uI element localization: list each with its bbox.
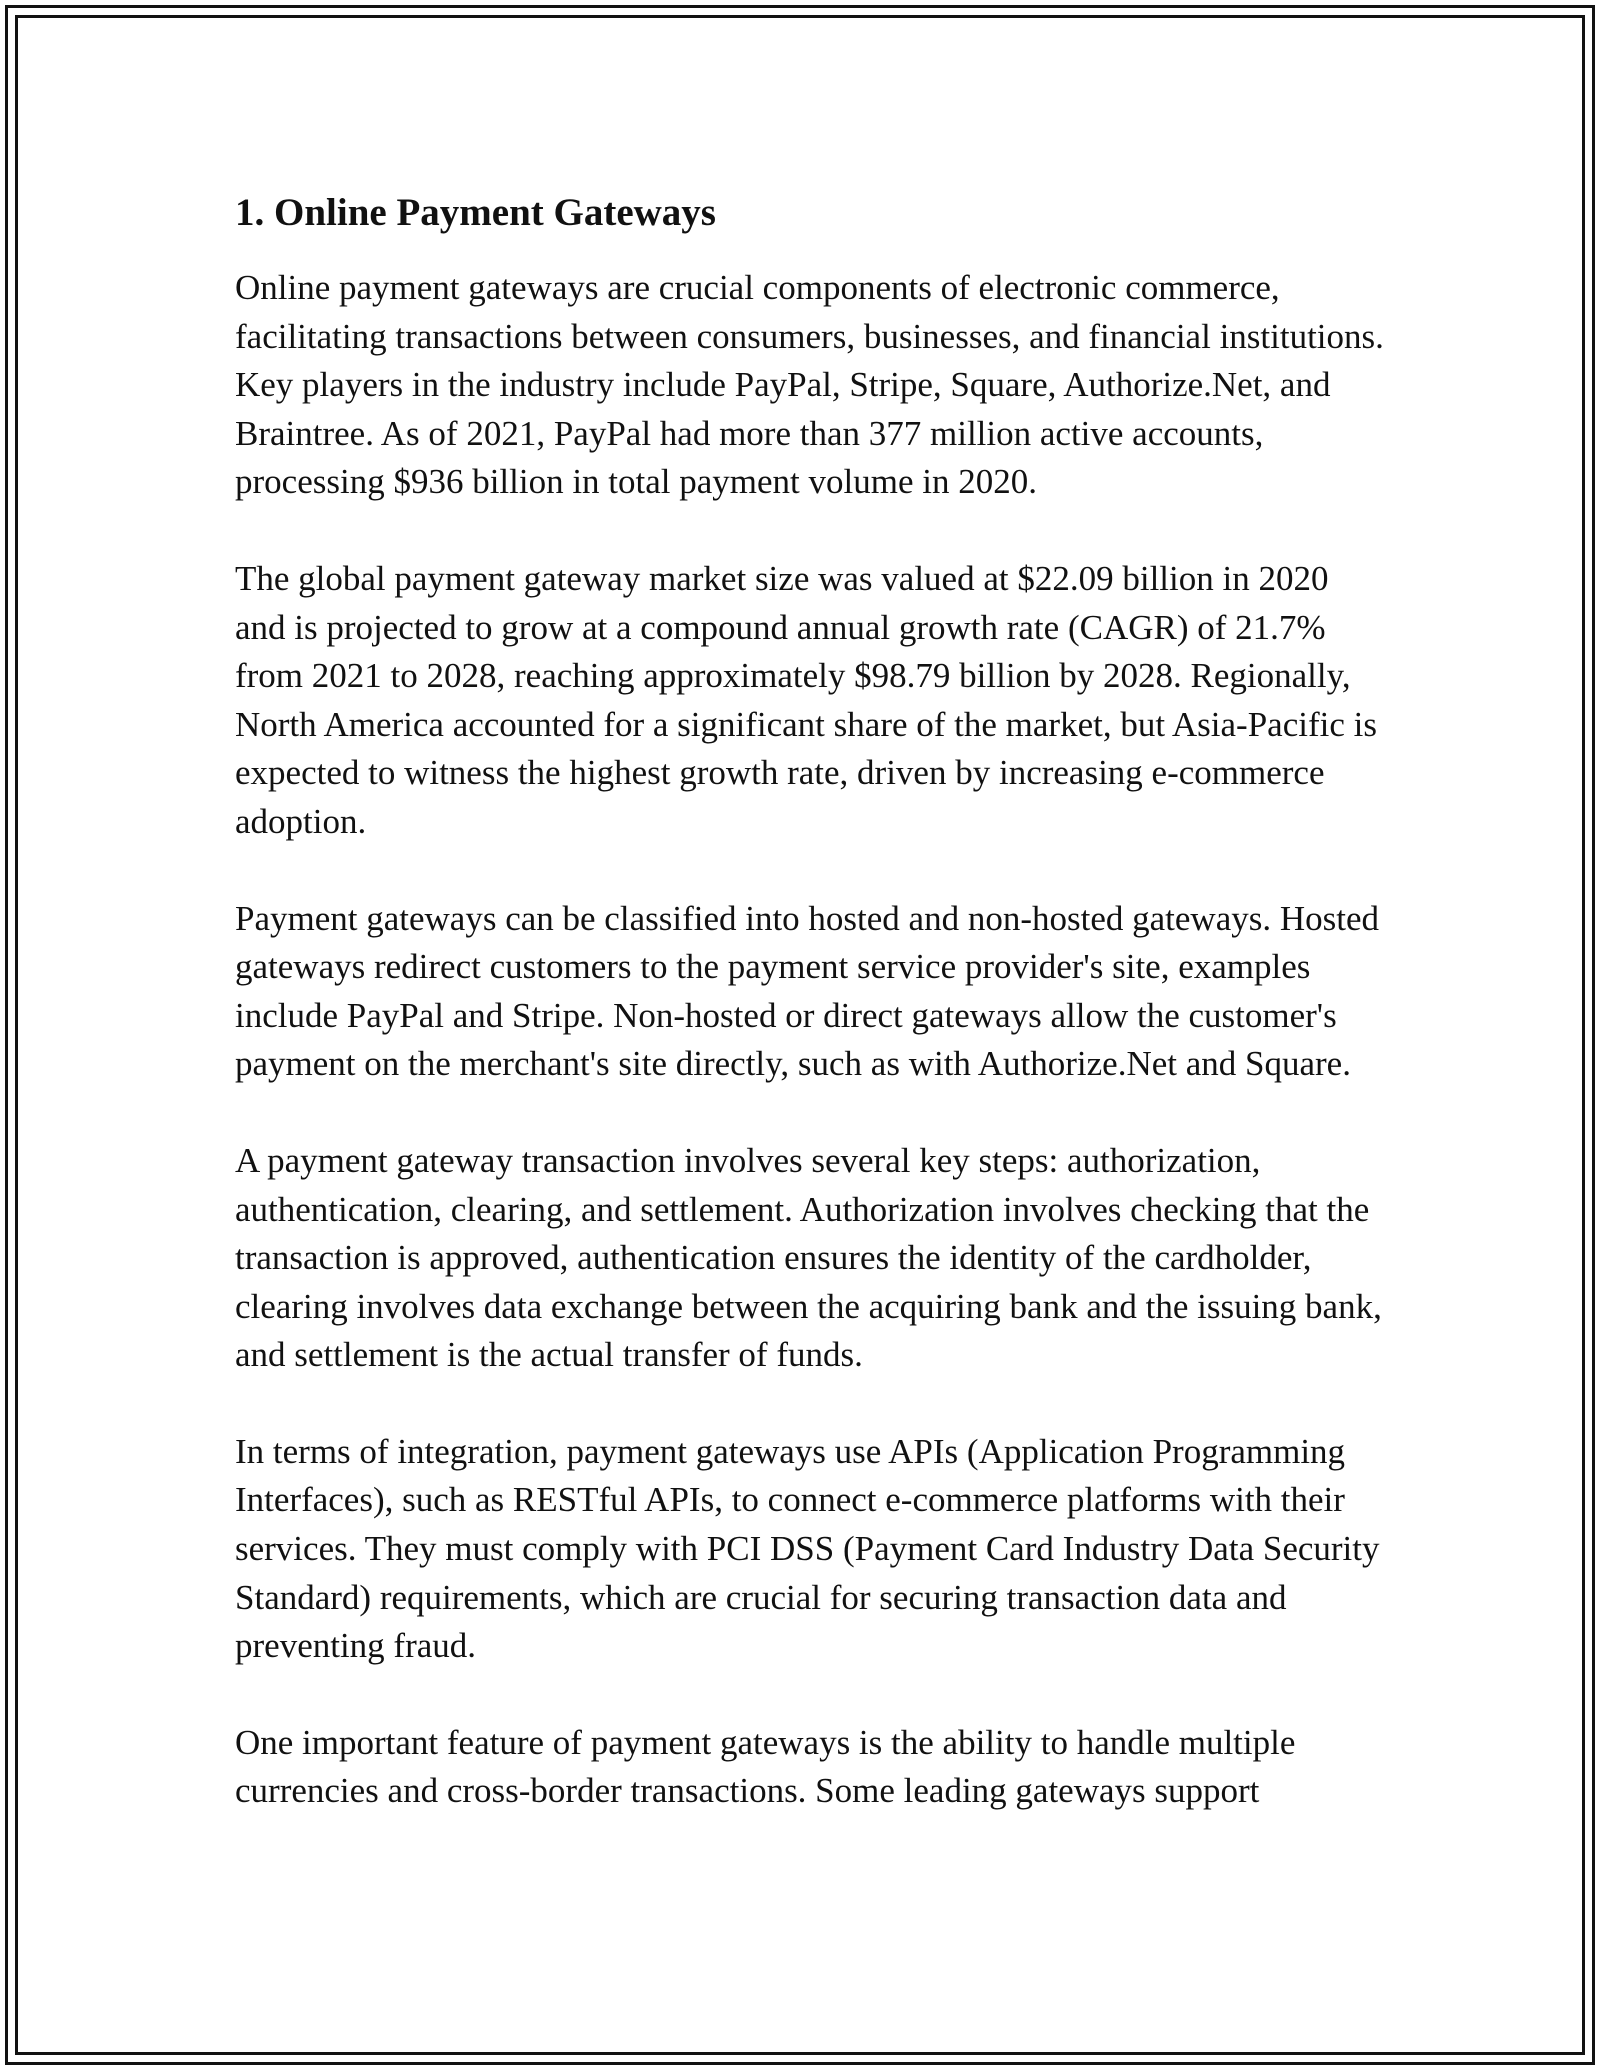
paragraph-overview: Online payment gateways are crucial components of electronic commerce, facilitating transactions between consumers, businesses, and financial institutions. Key players in the industry include PayPal, Stripe, Square, Authorize.Net, and Braintree. As of 2021, PayPal had more than 377 million active accounts, processing $936 billion in total payment volume in 2020. xyxy=(235,268,1384,502)
section-heading: 1. Online Payment Gateways xyxy=(235,191,716,234)
paragraph-currencies: One important feature of payment gateways is the ability to handle multiple currencies and cross-border transactions. Some leading gateways support xyxy=(235,1722,1296,1811)
document-body xyxy=(235,188,1385,1816)
paragraph-transaction-steps: A payment gateway transaction involves several key steps: authorization, authentication, clearing, and settlement. Authorization involves checking that the transaction is approved, authentication ensures the identity of the cardholder, clearing involves data exchange between the acquiring bank and the issuing bank, and settlement is the actual transfer of funds. xyxy=(235,1140,1382,1375)
paragraph-market-size: The global payment gateway market size was valued at $22.09 billion in 2020 and is projected to grow at a compound annual growth rate (CAGR) of 21.7% from 2021 to 2028, reaching approximately $98.79 billion by 2028. Regionally, North America accounted for a significant share of the market, but Asia-Pacific is expected to witness the highest growth rate, driven by increasing e-commerce adoption. xyxy=(235,558,1377,841)
paragraph-integration: In terms of integration, payment gateways use APIs (Application Programming Interfaces), such as RESTful APIs, to connect e-commerce platforms with their services. They must comply with PCI DSS (Payment Card Industry Data Security Standard) requirements, which are crucial for securing transaction data and preventing fraud. xyxy=(235,1431,1380,1666)
paragraph-gateway-types: Payment gateways can be classified into hosted and non-hosted gateways. Hosted gateways redirect customers to the payment service provider's site, examples include PayPal and Stripe. Non-hosted or direct gateways allow the customer's payment on the merchant's site directly, such as with Authorize.Net and Square. xyxy=(235,898,1380,1084)
